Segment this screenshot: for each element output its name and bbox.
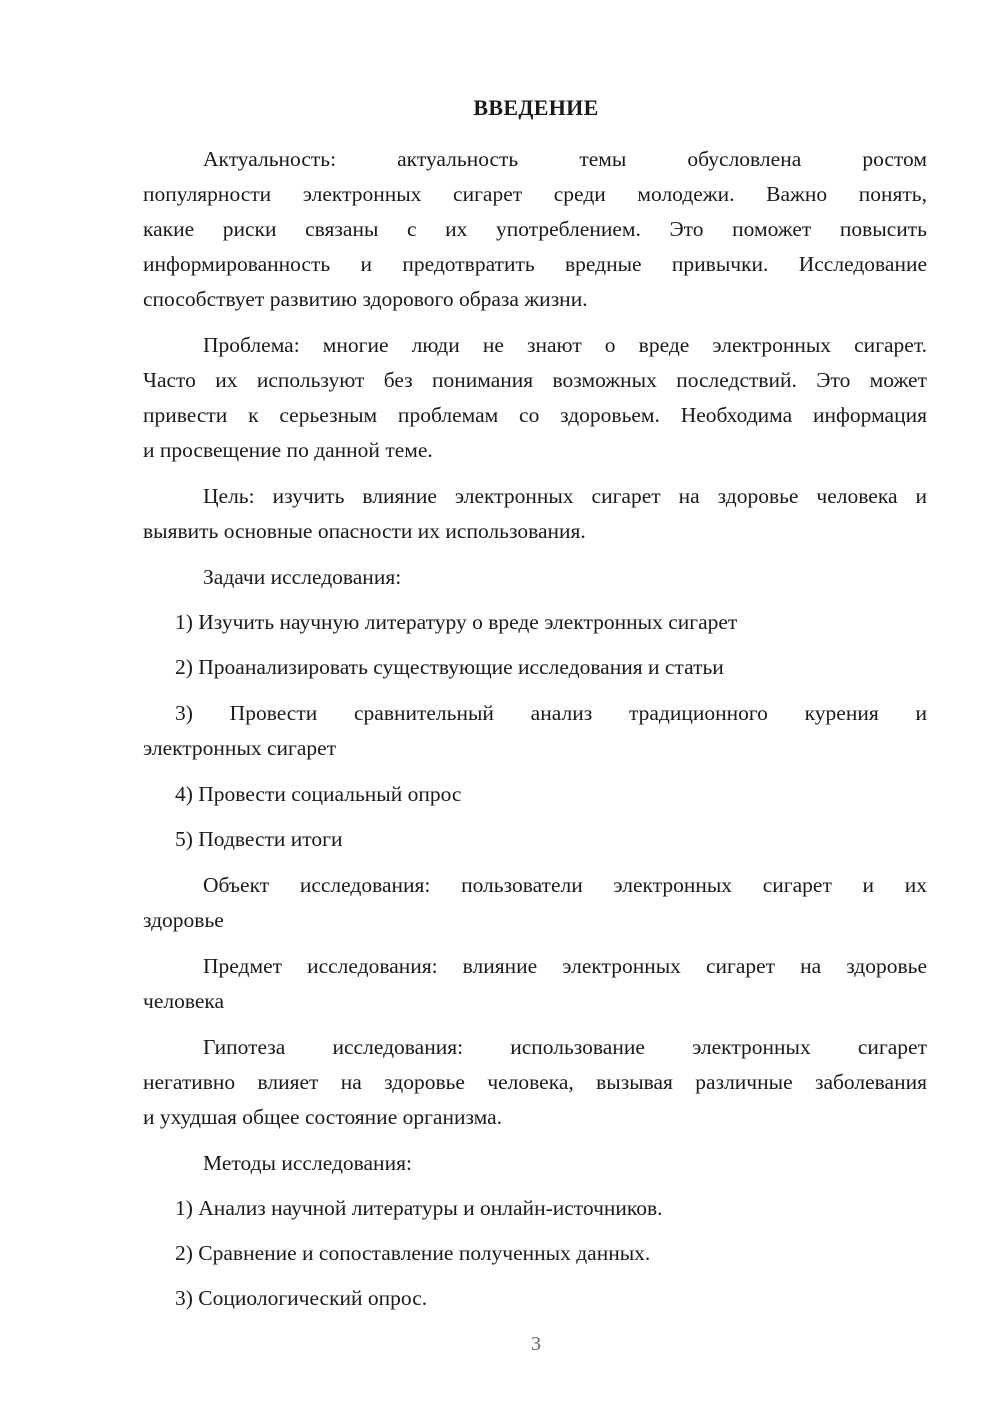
section-title: ВВЕДЕНИЕ — [473, 95, 599, 120]
task-item-4: 4) Провести социальный опрос — [175, 782, 462, 806]
methods-heading: Методы исследования: — [203, 1151, 412, 1175]
object-line-2: здоровье — [143, 908, 224, 932]
subject-line-1: Предмет исследования: влияние электронных сигарет на здоровье — [203, 954, 927, 978]
object-line-1: Объект исследования: пользователи электронных сигарет и их — [203, 873, 927, 897]
problem-line-2: Часто их используют без понимания возможных последствий. Это может — [143, 368, 927, 392]
goal-line-1: Цель: изучить влияние электронных сигарет на здоровье человека и — [203, 484, 927, 508]
relevance-line-5: способствует развитию здорового образа жизни. — [143, 287, 588, 311]
problem-line-1: Проблема: многие люди не знают о вреде электронных сигарет. — [203, 333, 927, 357]
task-item-5: 5) Подвести итоги — [175, 827, 343, 851]
hypothesis-line-1: Гипотеза исследования: использование электронных сигарет — [203, 1035, 927, 1059]
task-item-1: 1) Изучить научную литературу о вреде электронных сигарет — [175, 610, 738, 634]
method-item-3: 3) Социологический опрос. — [175, 1286, 428, 1310]
task-item-3-line-1: 3) Провести сравнительный анализ традиционного курения и — [175, 701, 927, 725]
task-item-3-line-2: электронных сигарет — [143, 736, 337, 760]
problem-line-4: и просвещение по данной теме. — [143, 438, 433, 462]
relevance-line-1: Актуальность: актуальность темы обусловлена ростом — [203, 147, 927, 171]
problem-line-3: привести к серьезным проблемам со здоровьем. Необходима информация — [143, 403, 927, 427]
subject-line-2: человека — [143, 989, 225, 1013]
method-item-2: 2) Сравнение и сопоставление полученных данных. — [175, 1241, 651, 1265]
hypothesis-line-3: и ухудшая общее состояние организма. — [143, 1105, 503, 1129]
tasks-heading: Задачи исследования: — [203, 565, 402, 589]
task-item-2: 2) Проанализировать существующие исследования и статьи — [175, 655, 724, 679]
method-item-1: 1) Анализ научной литературы и онлайн-источников. — [175, 1196, 663, 1220]
hypothesis-line-2: негативно влияет на здоровье человека, вызывая различные заболевания — [143, 1070, 927, 1094]
goal-line-2: выявить основные опасности их использования. — [143, 519, 586, 543]
page-number: 3 — [531, 1333, 541, 1355]
relevance-line-2: популярности электронных сигарет среди молодежи. Важно понять, — [143, 182, 927, 206]
relevance-line-4: информированность и предотвратить вредные привычки. Исследование — [143, 252, 927, 276]
relevance-line-3: какие риски связаны с их употреблением. Это поможет повысить — [143, 217, 927, 241]
